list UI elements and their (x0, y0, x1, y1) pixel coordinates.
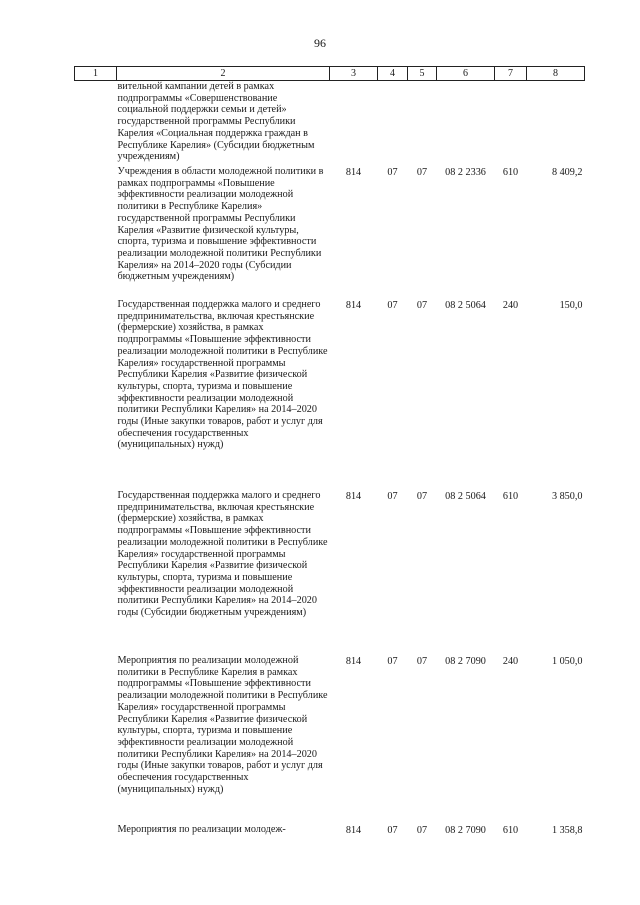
expense-type-cell: 610 (502, 825, 519, 836)
column-header-4: 4 (378, 67, 408, 81)
table-row (75, 81, 585, 167)
budget-table (74, 66, 585, 845)
amount-cell: 3 850,0 (551, 491, 583, 502)
table-body (75, 81, 585, 846)
table-row (75, 166, 585, 299)
section-code-cell: 07 (387, 656, 398, 667)
expense-type-cell: 610 (502, 491, 519, 502)
ministry-code-cell: 814 (345, 825, 362, 836)
subsection-code-cell (408, 81, 437, 167)
description-cell: Мероприятия по реализации молодежной политики в Республике Карелия в рамках подпрограммы «Повышение эффективности реализации молодежной политики в Республике Карелия» государственной программы Республики Карелия «Развитие физической культуры, спорта, туризма и повышение эффективности реализации молодежной политики Республики Карелия» на 2014–2020 годы (Иные закупки товаров, работ и услуг для обеспечения государственных (муниципальных) нужд) (117, 655, 328, 795)
column-header-5: 5 (408, 67, 437, 81)
description-cell: Мероприятия по реализации молодеж- (117, 824, 286, 835)
table-row (75, 299, 585, 490)
row-number-cell (75, 166, 117, 299)
ministry-code-cell: 814 (345, 167, 362, 178)
table-row (75, 824, 585, 845)
ministry-code-cell: 814 (345, 491, 362, 502)
expense-type-cell: 240 (502, 656, 519, 667)
row-number-cell (75, 299, 117, 490)
row-number-cell (75, 655, 117, 824)
expense-type-cell: 240 (502, 300, 519, 311)
subsection-code-cell: 07 (416, 825, 428, 836)
description-cell: вительной кампании детей в рамках подпрограммы «Совершенствование социальной поддержки семьи и детей» государственной программы Республики Карелия «Социальная поддержка граждан в Республике Карелия» (Субсидии бюджетным учреждениям) (117, 81, 315, 163)
target-article-cell (437, 81, 495, 167)
description-cell: Государственная поддержка малого и среднего предпринимательства, включая крестьянские (фермерские) хозяйства, в рамках подпрограммы «Повышение эффективности реализации молодежной политики в Республике Карелия» государственной программы Республики Карелия «Развитие физической культуры, спорта, туризма и повышение эффективности реализации молодежной политики Республики Карелия» на 2014–2020 годы (Субсидии бюджетным учреждениям) (117, 490, 328, 619)
target-article-cell: 08 2 7090 (445, 656, 486, 667)
table-row (75, 490, 585, 655)
section-code-cell: 07 (387, 300, 398, 311)
table-header (75, 67, 585, 81)
description-cell: Учреждения в области молодежной политики в рамках подпрограммы «Повышение эффективности реализации молодежной политики в Республике Карелия» государственной программы Республики Карелия «Развитие физической культуры, спорта, туризма и повышение эффективности реализации молодежной политики Республики Карелия» на 2014–2020 годы (Субсидии бюджетным учреждениям) (117, 166, 324, 283)
page-number: 96 (314, 36, 326, 50)
row-number-cell (75, 81, 117, 167)
column-header-8: 8 (527, 67, 585, 81)
target-article-cell: 08 2 2336 (445, 167, 486, 178)
column-header-2: 2 (117, 67, 330, 81)
column-header-6: 6 (437, 67, 495, 81)
subsection-code-cell: 07 (416, 167, 428, 178)
expense-type-cell (495, 81, 527, 167)
section-code-cell: 07 (387, 167, 398, 178)
ministry-code-cell (330, 81, 378, 167)
subsection-code-cell: 07 (416, 300, 428, 311)
row-number-cell (75, 490, 117, 655)
column-header-7: 7 (495, 67, 527, 81)
ministry-code-cell: 814 (345, 300, 362, 311)
table-row (75, 655, 585, 824)
target-article-cell: 08 2 5064 (445, 300, 486, 311)
column-header-3: 3 (330, 67, 378, 81)
row-number-cell (75, 824, 117, 845)
description-cell: Государственная поддержка малого и среднего предпринимательства, включая крестьянские (фермерские) хозяйства, в рамках подпрограммы «Повышение эффективности реализации молодежной политики в Республике Карелия» государственной программы Республики Карелия «Развитие физической культуры, спорта, туризма и повышение эффективности реализации молодежной политики Республики Карелия» на 2014–2020 годы (Иные закупки товаров, работ и услуг для обеспечения государственных (муниципальных) нужд) (117, 299, 328, 451)
column-number-row (75, 67, 585, 81)
target-article-cell: 08 2 7090 (445, 825, 486, 836)
amount-cell: 1 050,0 (551, 656, 583, 667)
ministry-code-cell: 814 (345, 656, 362, 667)
expense-type-cell: 610 (502, 167, 519, 178)
amount-cell (527, 81, 585, 167)
column-header-1: 1 (75, 67, 117, 81)
section-code-cell: 07 (387, 825, 398, 836)
subsection-code-cell: 07 (416, 491, 428, 502)
amount-cell: 8 409,2 (551, 167, 583, 178)
target-article-cell: 08 2 5064 (445, 491, 486, 502)
subsection-code-cell: 07 (416, 656, 428, 667)
section-code-cell: 07 (387, 491, 398, 502)
amount-cell: 150,0 (559, 300, 583, 311)
amount-cell: 1 358,8 (551, 825, 583, 836)
section-code-cell (378, 81, 408, 167)
